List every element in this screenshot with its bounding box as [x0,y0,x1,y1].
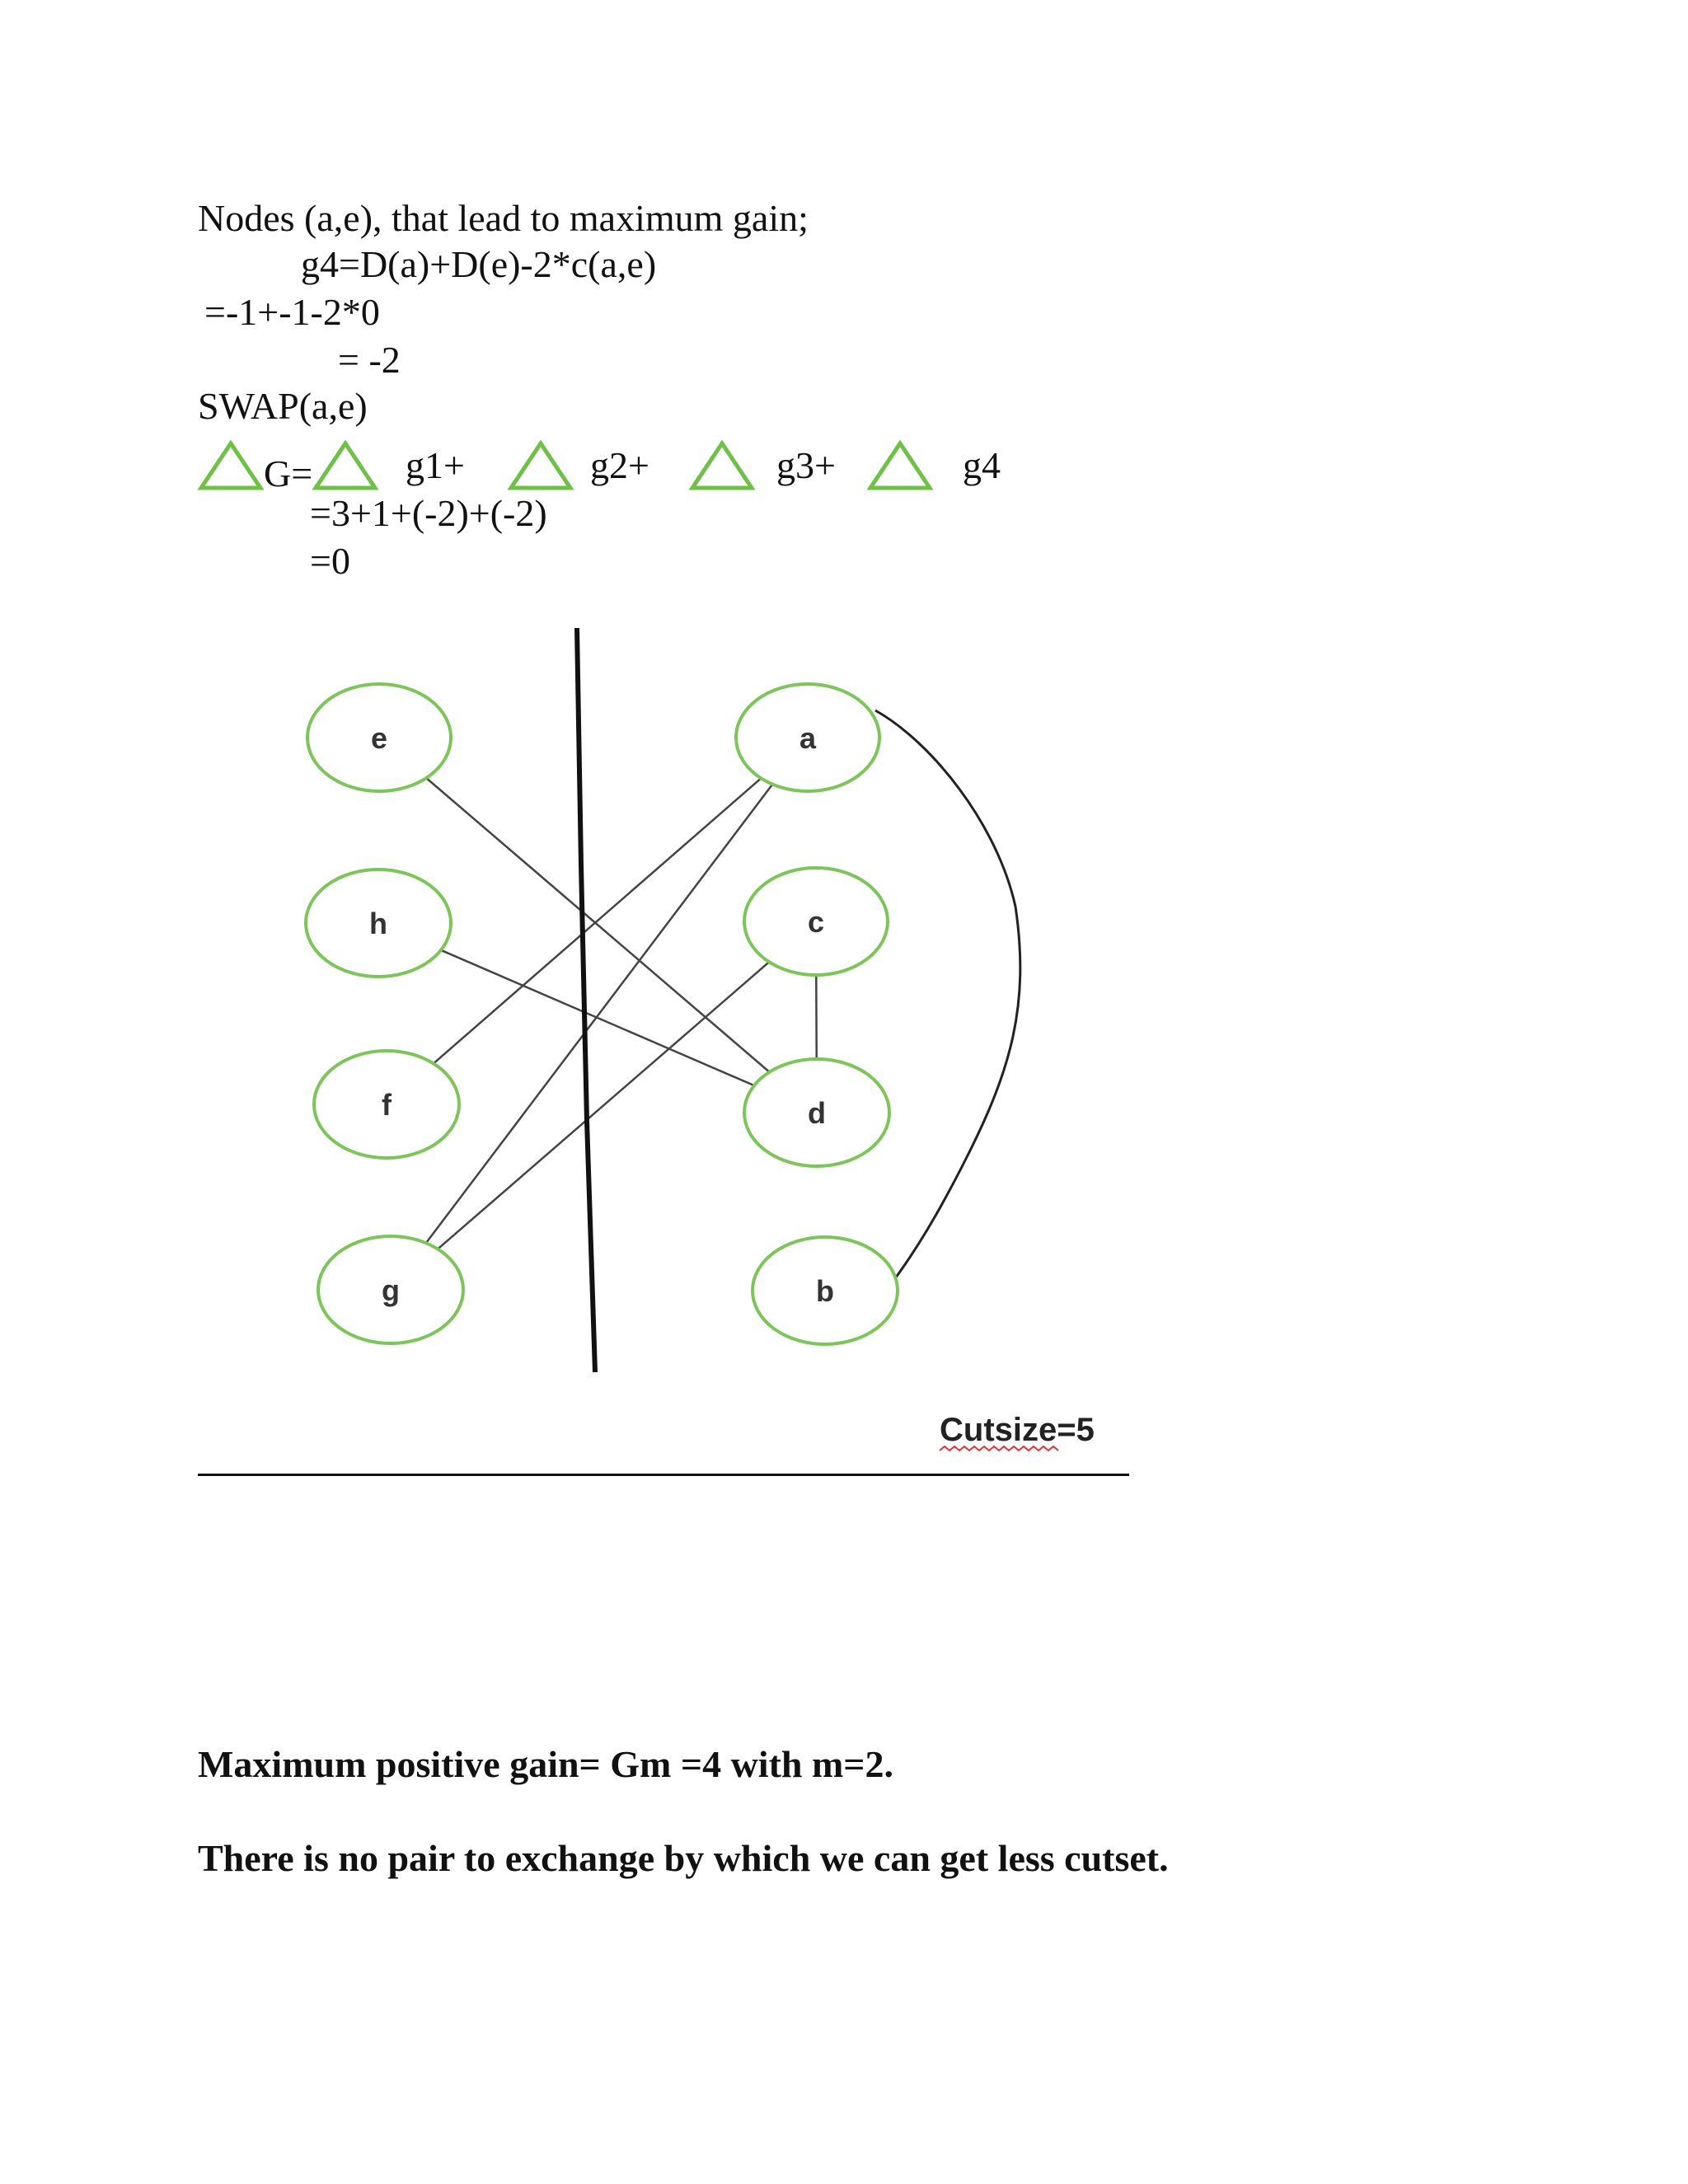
text-line-1: Nodes (a,e), that lead to maximum gain; [198,197,809,239]
text-line-4: = -2 [338,339,401,381]
node-b [753,1237,898,1344]
node-f [314,1051,459,1158]
g1-term: g1+ [406,444,465,486]
horizontal-rule [198,1474,1129,1476]
edge-e-d [425,777,770,1073]
cut-line [577,628,595,1372]
nodes-layer [306,684,898,1344]
node-d [744,1059,889,1166]
bold-line-2: There is no pair to exchange by which we can get less cutset. [198,1837,1169,1879]
node-label-f: f [382,1088,392,1122]
node-label-h: h [369,907,387,940]
edges-layer [425,777,817,1249]
text-line-7: =3+1+(-2)+(-2) [310,492,547,534]
g2-term: g2+ [590,444,649,486]
node-g [318,1236,463,1343]
g3-term: g3+ [776,444,836,486]
edge-f-a [433,778,762,1065]
delta-g-label: G= [264,452,313,494]
node-label-e: e [370,721,388,755]
node-label-b: b [816,1274,834,1308]
edge-g-a [425,784,773,1244]
text-line-2: g4=D(a)+D(e)-2*c(a,e) [301,243,657,285]
node-label-g: g [382,1273,400,1307]
cutsize-label: Cutsize=5 [940,1412,1095,1448]
text-line-8: =0 [310,540,350,582]
node-label-d: d [808,1096,826,1130]
edge-g-c [437,961,770,1249]
bold-line-1: Maximum positive gain= Gm =4 with m=2. [198,1743,894,1785]
g4-term: g4 [963,444,1001,486]
edge-a-b [875,710,1020,1287]
node-a [736,684,879,791]
node-h [306,869,451,977]
node-label-a: a [799,721,817,755]
node-label-c: c [807,905,825,939]
node-c [744,868,888,975]
node-e [307,684,451,791]
text-line-3: =-1+-1-2*0 [204,291,380,333]
text-line-5: SWAP(a,e) [198,385,368,427]
